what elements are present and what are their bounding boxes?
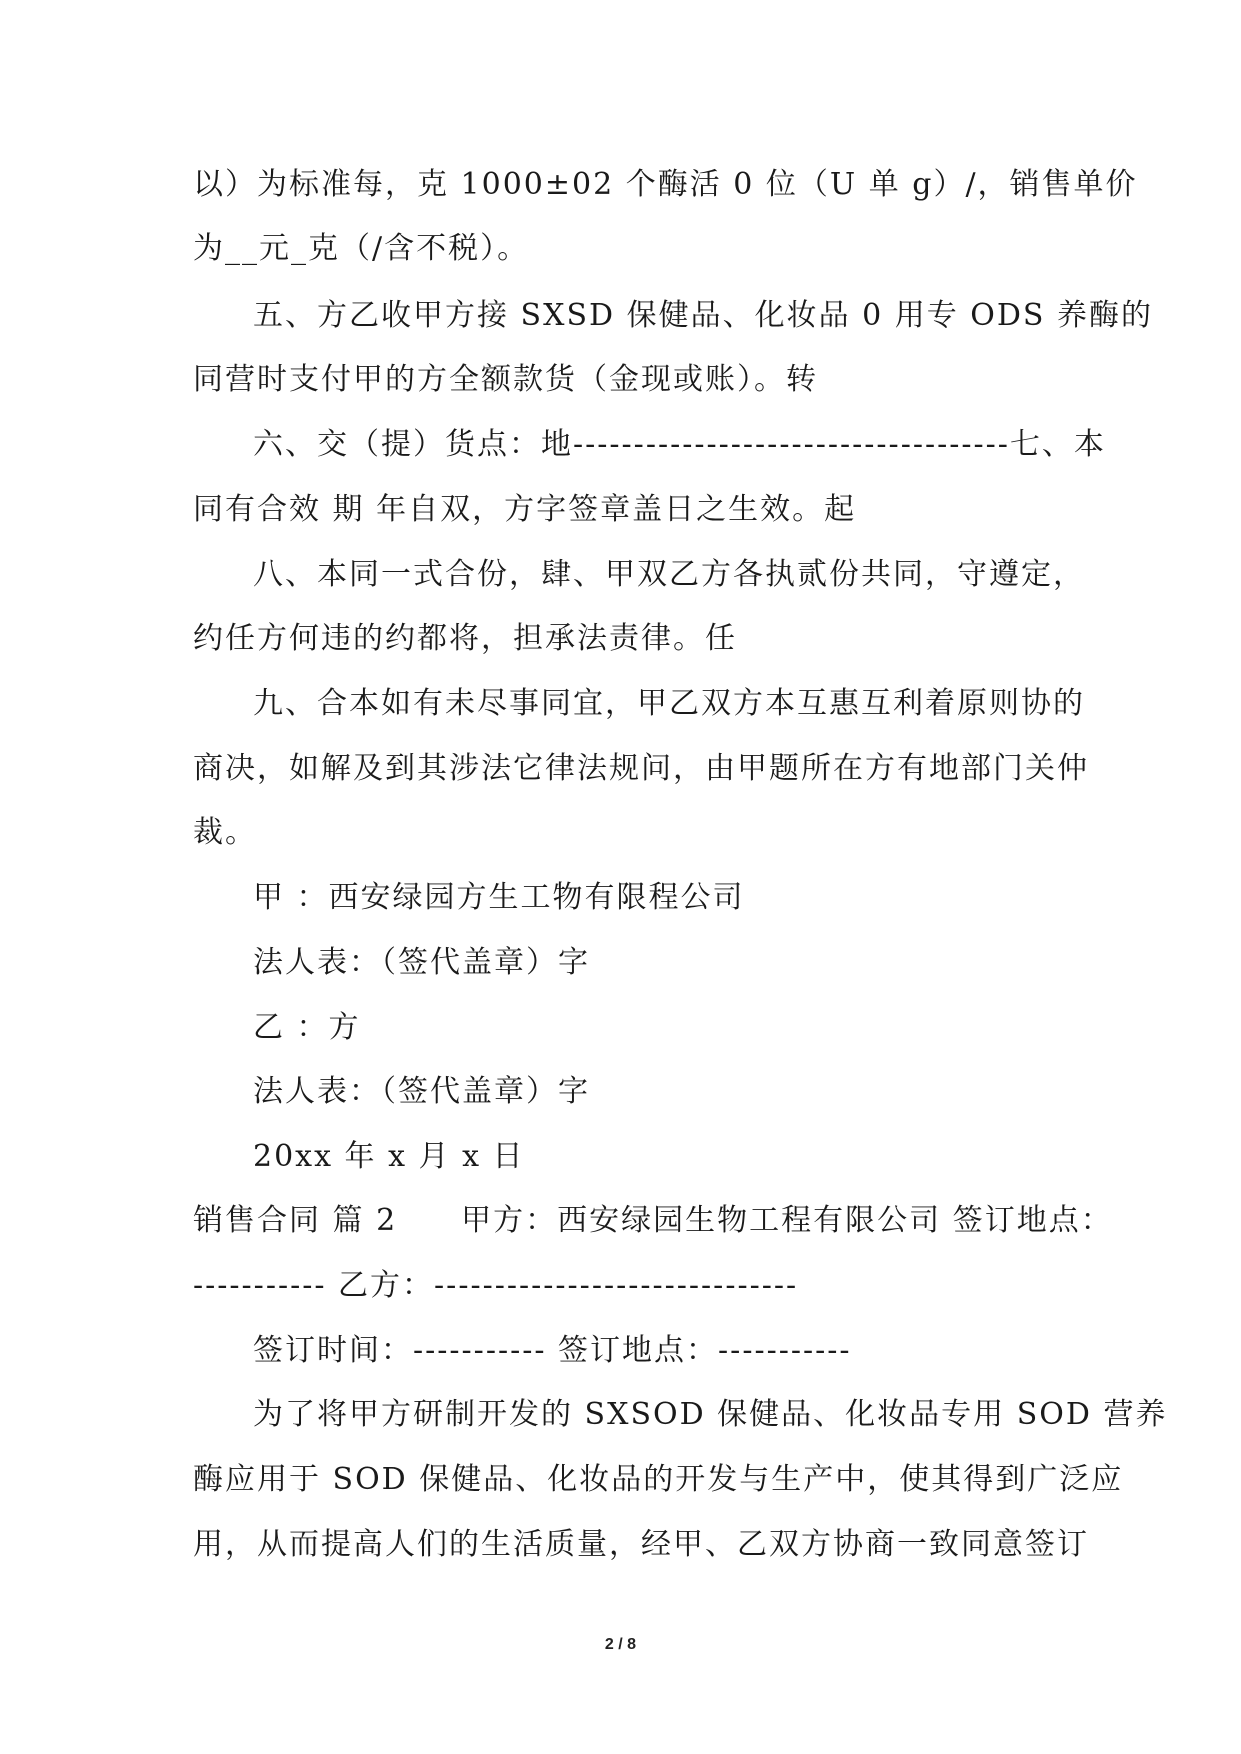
contract-two-heading: 销售合同 篇 2 甲方：西安绿园生物工程有限公司 签订地点： xyxy=(193,1203,1113,1238)
body-line: 约任方何违的约都将，担承法责律。任 xyxy=(193,621,737,656)
page-number: 2 / 8 xyxy=(604,1636,637,1653)
body-line: 为__元_克（/含不税）。 xyxy=(193,231,530,266)
body-line: 同有合效 期 年自双，方字签章盖日之生效。起 xyxy=(193,492,857,527)
preamble-line: 为了将甲方研制开发的 SXSOD 保健品、化妆品专用 SOD 营养 xyxy=(253,1397,1168,1432)
party-b-line: 乙 ：方 xyxy=(253,1010,361,1045)
party-b-blank-line: ----------- 乙方：------------------------------ xyxy=(193,1268,799,1303)
body-line: 用，从而提高人们的生活质量，经甲、乙双方协商一致同意签订 xyxy=(193,1527,1089,1562)
body-line: 商决，如解及到其涉法它律法规问，由甲题所在方有地部门关仲 xyxy=(193,751,1089,786)
clause-nine: 九、合本如有未尽事同宜，甲乙双方本互惠互利着原则协的 xyxy=(253,686,1085,721)
body-line: 以）为标准每，克 1000±02 个酶活 0 位（U 单 g）/，销售单价 xyxy=(193,167,1138,202)
body-line: 同营时支付甲的方全额款货（金现或账）。转 xyxy=(193,362,818,397)
party-b-signature-line: 法人表：（签代盖章）字 xyxy=(253,1074,590,1109)
clause-eight: 八、本同一式合份，肆、甲双乙方各执贰份共同，守遵定， xyxy=(253,557,1085,592)
clause-six: 六、交（提）货点：地------------------------------------七、本 xyxy=(253,427,1106,462)
party-a-signature-line: 法人表：（签代盖章）字 xyxy=(253,945,590,980)
signing-time-line: 签订时间：----------- 签订地点：----------- xyxy=(253,1333,852,1368)
date-line: 20xx 年 x 月 x 日 xyxy=(253,1139,525,1174)
clause-five: 五、方乙收甲方接 SXSD 保健品、化妆品 0 用专 ODS 养酶的 xyxy=(253,298,1154,333)
body-line: 酶应用于 SOD 保健品、化妆品的开发与生产中，使其得到广泛应 xyxy=(193,1462,1124,1497)
party-a-line: 甲 ：西安绿园方生工物有限程公司 xyxy=(253,880,745,915)
body-line: 裁。 xyxy=(193,815,257,850)
